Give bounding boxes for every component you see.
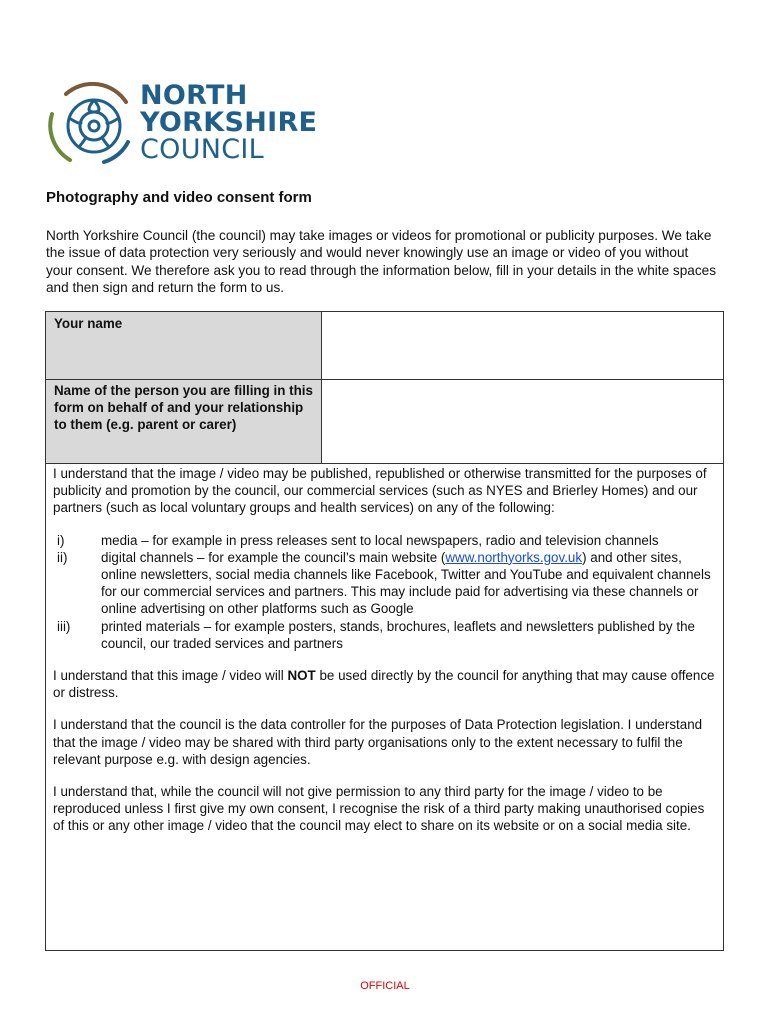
consent-paragraph-third-party: I understand that, while the council will not give permission to any third party for the image / video to be reproduced unless I first give my own consent, I recognise the risk of a third party making unauthorised copies of this or any other image / video that the council may elect to share on its website or on a social media site. xyxy=(53,784,705,834)
para2-text-before: I understand that this image / video will xyxy=(53,668,288,684)
your-name-label: Your name xyxy=(46,312,322,380)
list-item-number: i) xyxy=(57,532,65,548)
list-item-text: ) and other sites, online newsletters, social media channels like Facebook, Twitter and YouTube and equivalent channels for our commercial services and partners. This may include paid for advertising via these channels or online advertising on other platforms such as Google xyxy=(101,549,711,617)
consent-form-table xyxy=(45,311,724,951)
your-name-field[interactable] xyxy=(322,312,723,380)
white-rose-emblem-icon xyxy=(44,82,136,168)
logo-line-yorkshire: YORKSHIRE xyxy=(140,107,318,138)
page-title: Photography and video consent form xyxy=(46,189,312,206)
consent-paragraph-publish: I understand that the image / video may be published, republished or otherwise transmitted for the purposes of publicity and promotion by the council, our commercial services (such as NYES and Brierley Homes) and our partners (such as local voluntary groups and health services) on any of the following: xyxy=(53,466,707,516)
para2-text-after: be used directly by the council for anything that may cause offence or distress. xyxy=(53,668,715,701)
list-item-number: iii) xyxy=(57,618,71,634)
official-marking: OFFICIAL xyxy=(360,980,410,992)
behalf-label: Name of the person you are filling in this form on behalf of and your relationship to them (e.g. parent or carer) xyxy=(46,380,322,464)
list-item xyxy=(53,618,717,652)
website-link[interactable]: www.northyorks.gov.uk xyxy=(445,549,583,565)
consent-paragraph-not-used xyxy=(53,667,717,701)
council-logo xyxy=(44,80,318,172)
list-item xyxy=(53,532,717,549)
intro-paragraph: North Yorkshire Council (the council) may take images or videos for promotional or publicity purposes. We take the issue of data protection very seriously and would never knowingly use an image or video of you without your consent. We therefore ask you to read through the information below, fill in your details in the white spaces and then sign and return the form to us. xyxy=(46,228,716,296)
list-item-number: ii) xyxy=(57,549,68,565)
behalf-field[interactable] xyxy=(322,380,723,464)
list-item xyxy=(53,549,717,618)
list-item-text: digital channels – for example the council’s main website ( xyxy=(101,549,446,565)
logo-line-north: NORTH xyxy=(140,80,248,111)
consent-paragraph-data-controller: I understand that the council is the data controller for the purposes of Data Protection legislation. I understand that the image / video may be shared with third party organisations only to the extent necessary to fulfil the relevant purpose e.g. with design agencies. xyxy=(53,717,703,767)
logo-wordmark xyxy=(140,82,317,163)
logo-line-council: COUNCIL xyxy=(140,134,265,165)
list-item-text: printed materials – for example posters, stands, brochures, leaflets and newsletters published by the council, our traded services and partners xyxy=(101,618,695,651)
para2-bold-not: NOT xyxy=(287,668,316,684)
list-item-text: media – for example in press releases sent to local newspapers, radio and television channels xyxy=(101,532,659,548)
consent-text xyxy=(53,465,717,850)
channel-list xyxy=(53,532,717,652)
